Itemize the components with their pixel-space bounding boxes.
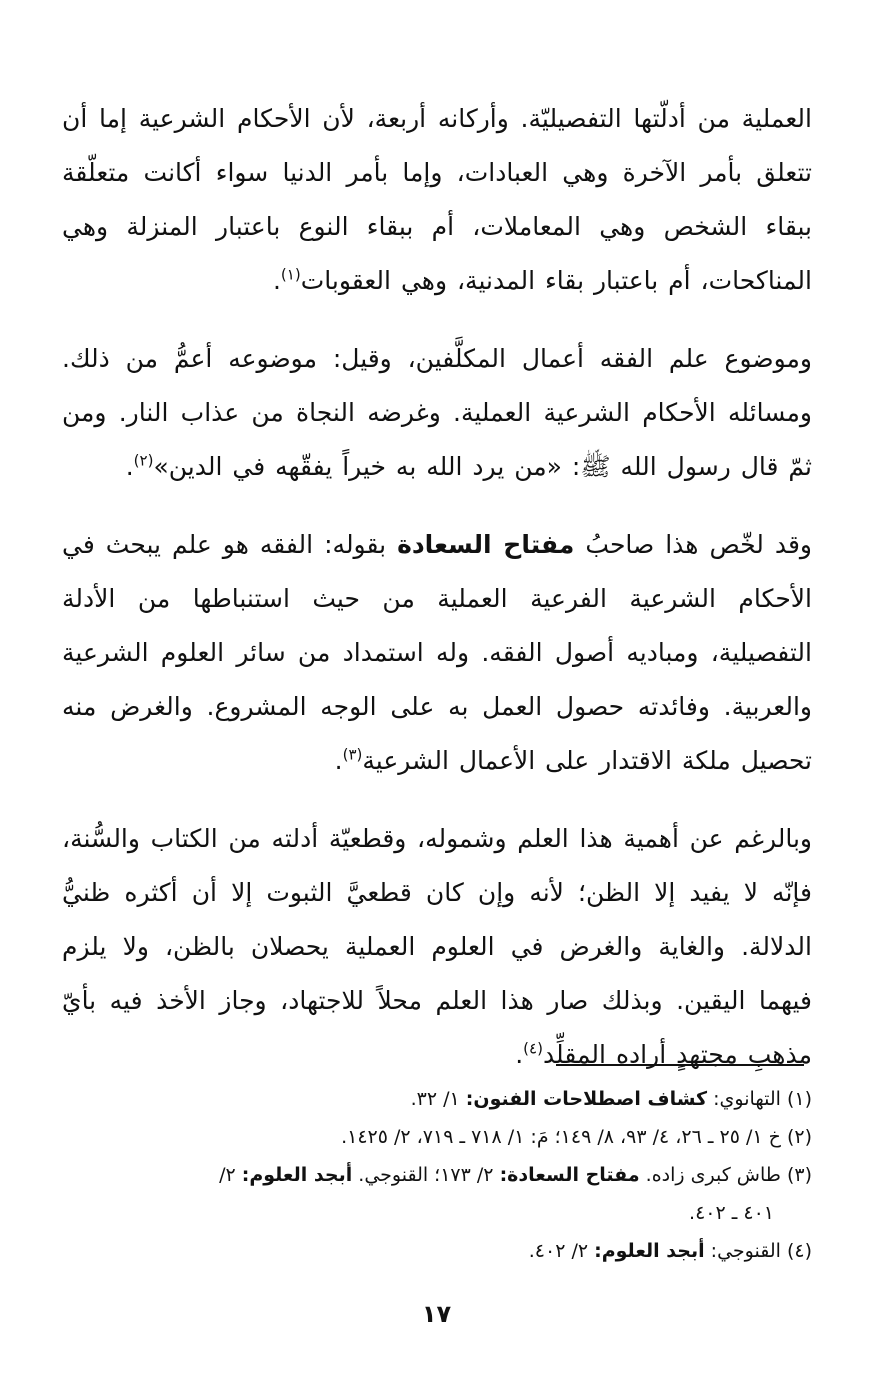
footnote-3-title-2: أبجد العلوم:	[241, 1164, 353, 1186]
footnote-3-pages: ٢/	[219, 1164, 236, 1186]
footnote-3-title: مفتاح السعادة:	[499, 1164, 640, 1186]
paragraph-3-text: بقوله: الفقه هو علم يبحث في الأحكام الشرعية الفرعية العملية من حيث استنباطها من الأدلة التفصيلية، ومباديه أصول الفقه. وله استمداد من سائر العلوم الشرعية والعربية. وفائدته حصول العمل به على الوجه المشروع. والغرض منه تحصيل ملكة الاقتدار على الأعمال الشرعية	[62, 530, 812, 775]
footnote-ref-4: (٤)	[523, 1039, 543, 1058]
footnote-1-author: التهانوي:	[713, 1088, 781, 1110]
paragraph-1-tail: .	[272, 266, 281, 295]
paragraph-3-tail: .	[334, 746, 343, 775]
footnote-4-number: (٤)	[786, 1240, 812, 1262]
paragraph-4-text: وبالرغم عن أهمية هذا العلم وشموله، وقطعيّة أدلته من الكتاب والسُّنة، فإنّه لا يفيد إلا الظن؛ لأنه وإن كان قطعيَّ الثبوت إلا أن أكثره ظنيُّ الدلالة. والغاية والغرض في العلوم العملية يحصلان بالظن، ولا يلزم فيهما اليقين. وبذلك صار هذا العلم محلاً للاجتهاد، وجاز الأخذ فيه بأيّ مذهبِ مجتهدٍ أراده المقلِّد	[62, 824, 812, 1069]
footnote-4-author: القنوجي:	[710, 1240, 781, 1262]
footnote-1	[62, 1080, 812, 1118]
paragraph-3-book-title: مفتاح السعادة	[397, 530, 575, 559]
footnote-2-number: (٢)	[786, 1126, 812, 1148]
paragraph-3-pre: وقد لخّص هذا صاحبُ	[585, 530, 812, 559]
paragraph-2	[62, 332, 812, 494]
footnote-4-title: أبجد العلوم:	[594, 1240, 705, 1262]
footnotes	[62, 1080, 812, 1270]
paragraph-1-text: العملية من أدلّتها التفصيليّة. وأركانه أربعة، لأن الأحكام الشرعية إما أن تتعلق بأمر الآخرة وهي العبادات، وإما بأمر الدنيا سواء أكانت متعلّقة ببقاء الشخص وهي المعاملات، أم ببقاء النوع باعتبار المنزلة وهي المناكحات، أم باعتبار بقاء المدنية، وهي العقوبات	[62, 104, 812, 295]
footnote-ref-2: (٢)	[133, 451, 154, 470]
footnote-3	[62, 1156, 812, 1194]
footnote-3-mid: ٢/ ١٧٣؛ القنوجي.	[358, 1164, 494, 1186]
footnote-2	[62, 1118, 812, 1156]
footnote-ref-3: (٣)	[342, 745, 363, 764]
footnote-3-author: طاش كبرى زاده.	[645, 1164, 781, 1186]
footnote-3-cont-pages: ٤٠١ ـ ٤٠٢.	[689, 1202, 774, 1224]
footnote-ref-1: (١)	[280, 265, 301, 284]
footnote-1-title: كشاف اصطلاحات الفنون:	[465, 1088, 708, 1110]
paragraph-2-text: وموضوع علم الفقه أعمال المكلَّفين، وقيل: موضوعه أعمُّ من ذلك. ومسائله الأحكام الشرعية العملية. وغرضه النجاة من عذاب النار. ومن ثمّ قال رسول الله ﷺ: «من يرد الله به خيراً يفقّهه في الدين»	[62, 344, 812, 481]
footnote-4	[62, 1232, 812, 1270]
footnote-2-pages: خ ١/ ٢٥ ـ ٢٦، ٤/ ٩٣، ٨/ ١٤٩؛ مَ: ١/ ٧١٨ ـ ٧١٩، ٢/ ١٤٢٥.	[341, 1126, 781, 1148]
paragraph-4-tail: .	[515, 1040, 524, 1069]
footnote-1-pages: ١/ ٣٢.	[410, 1088, 460, 1110]
footnote-4-pages: ٢/ ٤٠٢.	[528, 1240, 589, 1262]
paragraph-3	[62, 518, 812, 788]
footnote-3-number: (٣)	[786, 1164, 812, 1186]
paragraph-4	[62, 812, 812, 1082]
footnote-3-continuation	[62, 1194, 812, 1232]
paragraph-2-tail: .	[125, 452, 134, 481]
book-page-body	[62, 92, 812, 1106]
footnote-separator	[556, 1064, 804, 1066]
footnote-1-number: (١)	[786, 1088, 812, 1110]
page-number: ١٧	[421, 1300, 452, 1328]
paragraph-1	[62, 92, 812, 308]
